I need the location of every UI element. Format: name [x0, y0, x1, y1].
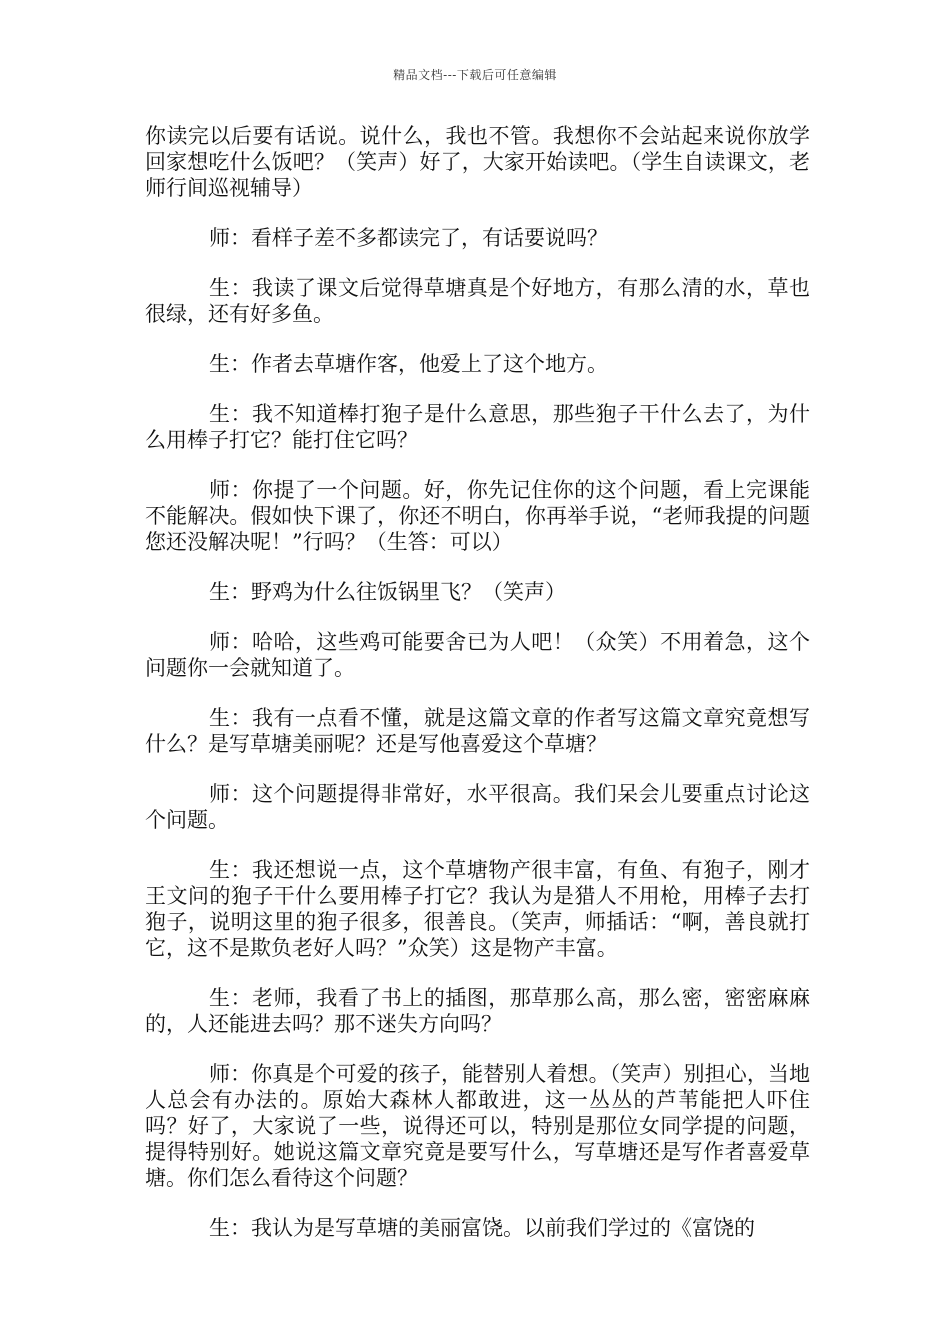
page-header: 精品文档---下载后可任意编辑	[393, 68, 557, 82]
paragraph-teacher: 师：你提了一个问题。好，你先记住你的这个问题，看上完课能不能解决。假如快下课了，你还不明白，你再举手说，“老师我提的问题您还没解决呢！”行吗？（生答：可以）	[145, 478, 810, 554]
document-body	[145, 123, 810, 1265]
paragraph-student: 生：我认为是写草塘的美丽富饶。以前我们学过的《富饶的	[209, 1216, 755, 1240]
paragraph-student: 生：我还想说一点，这个草塘物产很丰富，有鱼、有狍子，刚才王文问的狍子干什么要用棒子打它？我认为是猎人不用枪，用棒子去打狍子，说明这里的狍子很多，很善良。（笑声，师插话：“啊，善良就打它，这不是欺负老好人吗？”众笑）这是物产丰富。	[145, 858, 810, 960]
paragraph-student: 生：野鸡为什么往饭锅里飞？（笑声）	[209, 580, 566, 604]
paragraph-student: 生：老师，我看了书上的插图，那草那么高，那么密，密密麻麻的，人还能进去吗？那不迷失方向吗？	[145, 986, 810, 1036]
paragraph-teacher: 师：看样子差不多都读完了，有话要说吗？	[209, 226, 608, 250]
paragraph-student: 生：我不知道棒打狍子是什么意思，那些狍子干什么去了，为什么用棒子打它？能打住它吗？	[145, 402, 810, 452]
paragraph-teacher: 师：你真是个可爱的孩子，能替别人着想。（笑声）别担心，当地人总会有办法的。原始大森林人都敢进，这一丛丛的芦苇能把人吓住吗？好了，大家说了一些，说得还可以，特别是那位女同学提的问题，提得特别好。她说这篇文章究竟是要写什么，写草塘还是写作者喜爱草塘。你们怎么看待这个问题？	[145, 1062, 810, 1190]
paragraph-student: 生：作者去草塘作客，他爱上了这个地方。	[209, 352, 608, 376]
paragraph-student: 生：我有一点看不懂，就是这篇文章的作者写这篇文章究竟想写什么？是写草塘美丽呢？还是写他喜爱这个草塘？	[145, 706, 810, 756]
paragraph-teacher: 师：哈哈，这些鸡可能要舍已为人吧！（众笑）不用着急，这个问题你一会就知道了。	[145, 630, 810, 680]
paragraph-student: 生：我读了课文后觉得草塘真是个好地方，有那么清的水，草也很绿，还有好多鱼。	[145, 276, 810, 326]
paragraph-continuation: 你读完以后要有话说。说什么，我也不管。我想你不会站起来说你放学回家想吃什么饭吧？（笑声）好了，大家开始读吧。（学生自读课文，老师行间巡视辅导）	[145, 124, 810, 200]
paragraph-teacher: 师：这个问题提得非常好，水平很高。我们呆会儿要重点讨论这个问题。	[145, 782, 810, 832]
